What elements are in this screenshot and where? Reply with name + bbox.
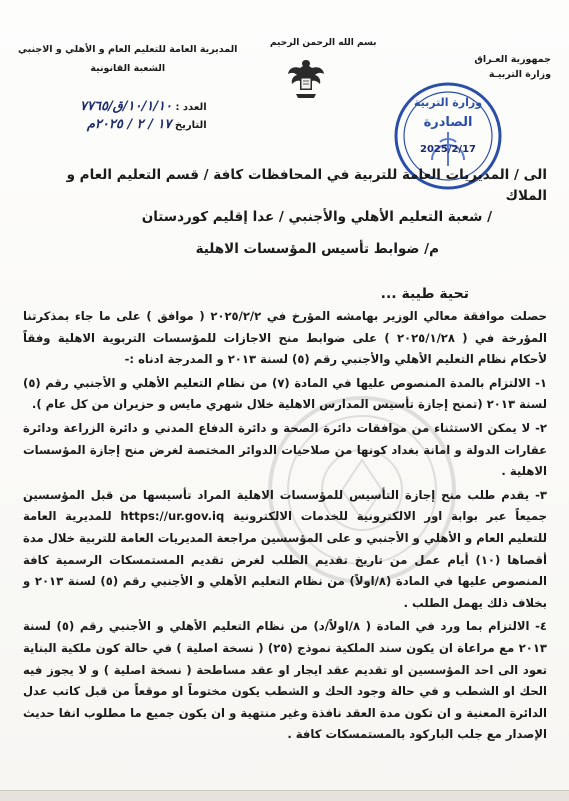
item-text-after-link: للمديرية العامة للتعليم العام و الأهلي و الأجنبي و على المؤسسين مراجعة المديريات العامة للتربية خلال مدة أقصاها (١٠) أيام عمل من تاريخ تقديم الطلب لغرض تقديم المستمسكات الرسمية كافة المنصوص عليها في المادة (٨/اولاً) من نظام التعليم الأهلي و الأجنبي رقم (٥) لسنة ٢٠١٣ و بخلاف ذلك يهمل الطلب .: [23, 509, 547, 610]
basmala: بسم الله الرحمن الرحيم: [270, 38, 377, 48]
page-bottom-edge: [0, 790, 569, 801]
subject-line: م/ ضوابط تأسيس المؤسسات الاهلية: [195, 241, 439, 257]
addressee-line-1: الى / المديريات العامة للتربية في المحافظات كافة / قسم التعليم العام و الملاك: [66, 167, 547, 204]
intro-paragraph: حصلت موافقة معالي الوزير بهامشه المؤرخ في ٢٠٢٥/٢/٢ ( موافق ) على ما جاء بمذكرتنا المؤرخة في ( ٢٠٢٥/١/٢٨ ) على ضوابط منح الاجازات للمؤسسات التربوية الاهلية وفقاً لأحكام نظام التعليم الأهلي والأجنبي رقم (٥) لسنة ٢٠١٣ و المدرجة ادناه :-: [23, 309, 547, 367]
item-number: ٣-: [535, 487, 547, 502]
country-label: جمهورية العـراق: [474, 54, 551, 65]
item-text: الالتزام بالمدة المنصوص عليها في المادة (٧) من نظام التعليم الأهلي و الأجنبي رقم (٥) لسنة ٢٠١٣ (تمنح إجازة تأسيس المدارس الاهلية خلال شهري مايس و حزيران من كل عام ).: [23, 375, 547, 412]
item-text: الالتزام بما ورد في المادة ( ٨/اولاً/د) من نظام التعليم الأهلي و الأجنبي رقم (٥) لسنة ٢٠١٣ مع مراعاة ان يكون سند الملكية نموذج (٢٥) ( نسخة اصلية ) في حالة كون ملكية البناية تعود الى احد المؤسسين او تقديم عقد ايجار او عقد مساطحة ( نسخة اصلية ) و لا يجوز فيه الحك او الشطب و في حالة وجود الحك و الشطب يكون مختوماً او موقعاً من قبل كاتب عدل الدائرة المعنية و ان تكون مدة العقد نافذة وغير منتهية و ان يكون جميع ما مطلوب انفا حديث الإصدار مع جلب الباركود بالمستمسكات كافة .: [23, 619, 548, 742]
item-number: ٤-: [535, 619, 547, 634]
number-label: العدد :: [175, 102, 207, 113]
stamp-top-text: وزارة التربية: [413, 96, 483, 109]
ministry-label: وزارة التربيـة: [488, 69, 551, 80]
item-text: لا يمكن الاستثناء من موافقات دائرة الصحة و دائرة الدفاع المدني و دائرة الزراعة ودائرة عقارات الدولة و امانة بغداد كونها من صلاحيات الدوائر المختصة لغرض منح إجازة المؤسسات الاهلية .: [23, 420, 547, 479]
header-right: [474, 52, 551, 82]
stamp-middle-text: الصادرة: [423, 115, 473, 130]
date-value: ١٧ / ٢ / ٢٠٢٥م: [86, 117, 172, 132]
directorate-label: المديرية العامة للتعليم العام و الأهلي و الاجنبي: [18, 44, 238, 55]
list-item: [23, 616, 547, 746]
list-item: [23, 373, 547, 416]
letter-body: [23, 306, 547, 748]
item-text-before-link: يقدم طلب منح إجازة التأسيس للمؤسسات الاهلية المراد تأسيسها من قبل المؤسسين جميعاً عبر بوابة اور الالكترونية للخدمات الالكترونية: [23, 487, 547, 524]
addressee: [27, 165, 547, 228]
eagle-emblem-icon: [286, 56, 326, 102]
division-label: الشعبة القانونية: [90, 63, 166, 74]
date-label: التاريخ: [174, 120, 207, 131]
stamp-date-text: 2025/2/17: [419, 144, 477, 155]
list-item: [23, 418, 547, 483]
item-number: ١-: [535, 375, 547, 390]
addressee-line-2: / شعبة التعليم الأهلي والأجنبي / عدا إقليم كوردستان: [141, 209, 492, 225]
item-number: ٢-: [535, 420, 547, 435]
greeting: تحية طيبة ...: [380, 286, 469, 302]
header-left: [18, 42, 237, 76]
ur-portal-link[interactable]: https://ur.gov.iq: [120, 509, 225, 524]
list-item: [23, 485, 547, 615]
number-value: ١٠/١/١٠/ق/٧٧٦٥: [80, 99, 172, 114]
reference-block: [80, 98, 207, 134]
